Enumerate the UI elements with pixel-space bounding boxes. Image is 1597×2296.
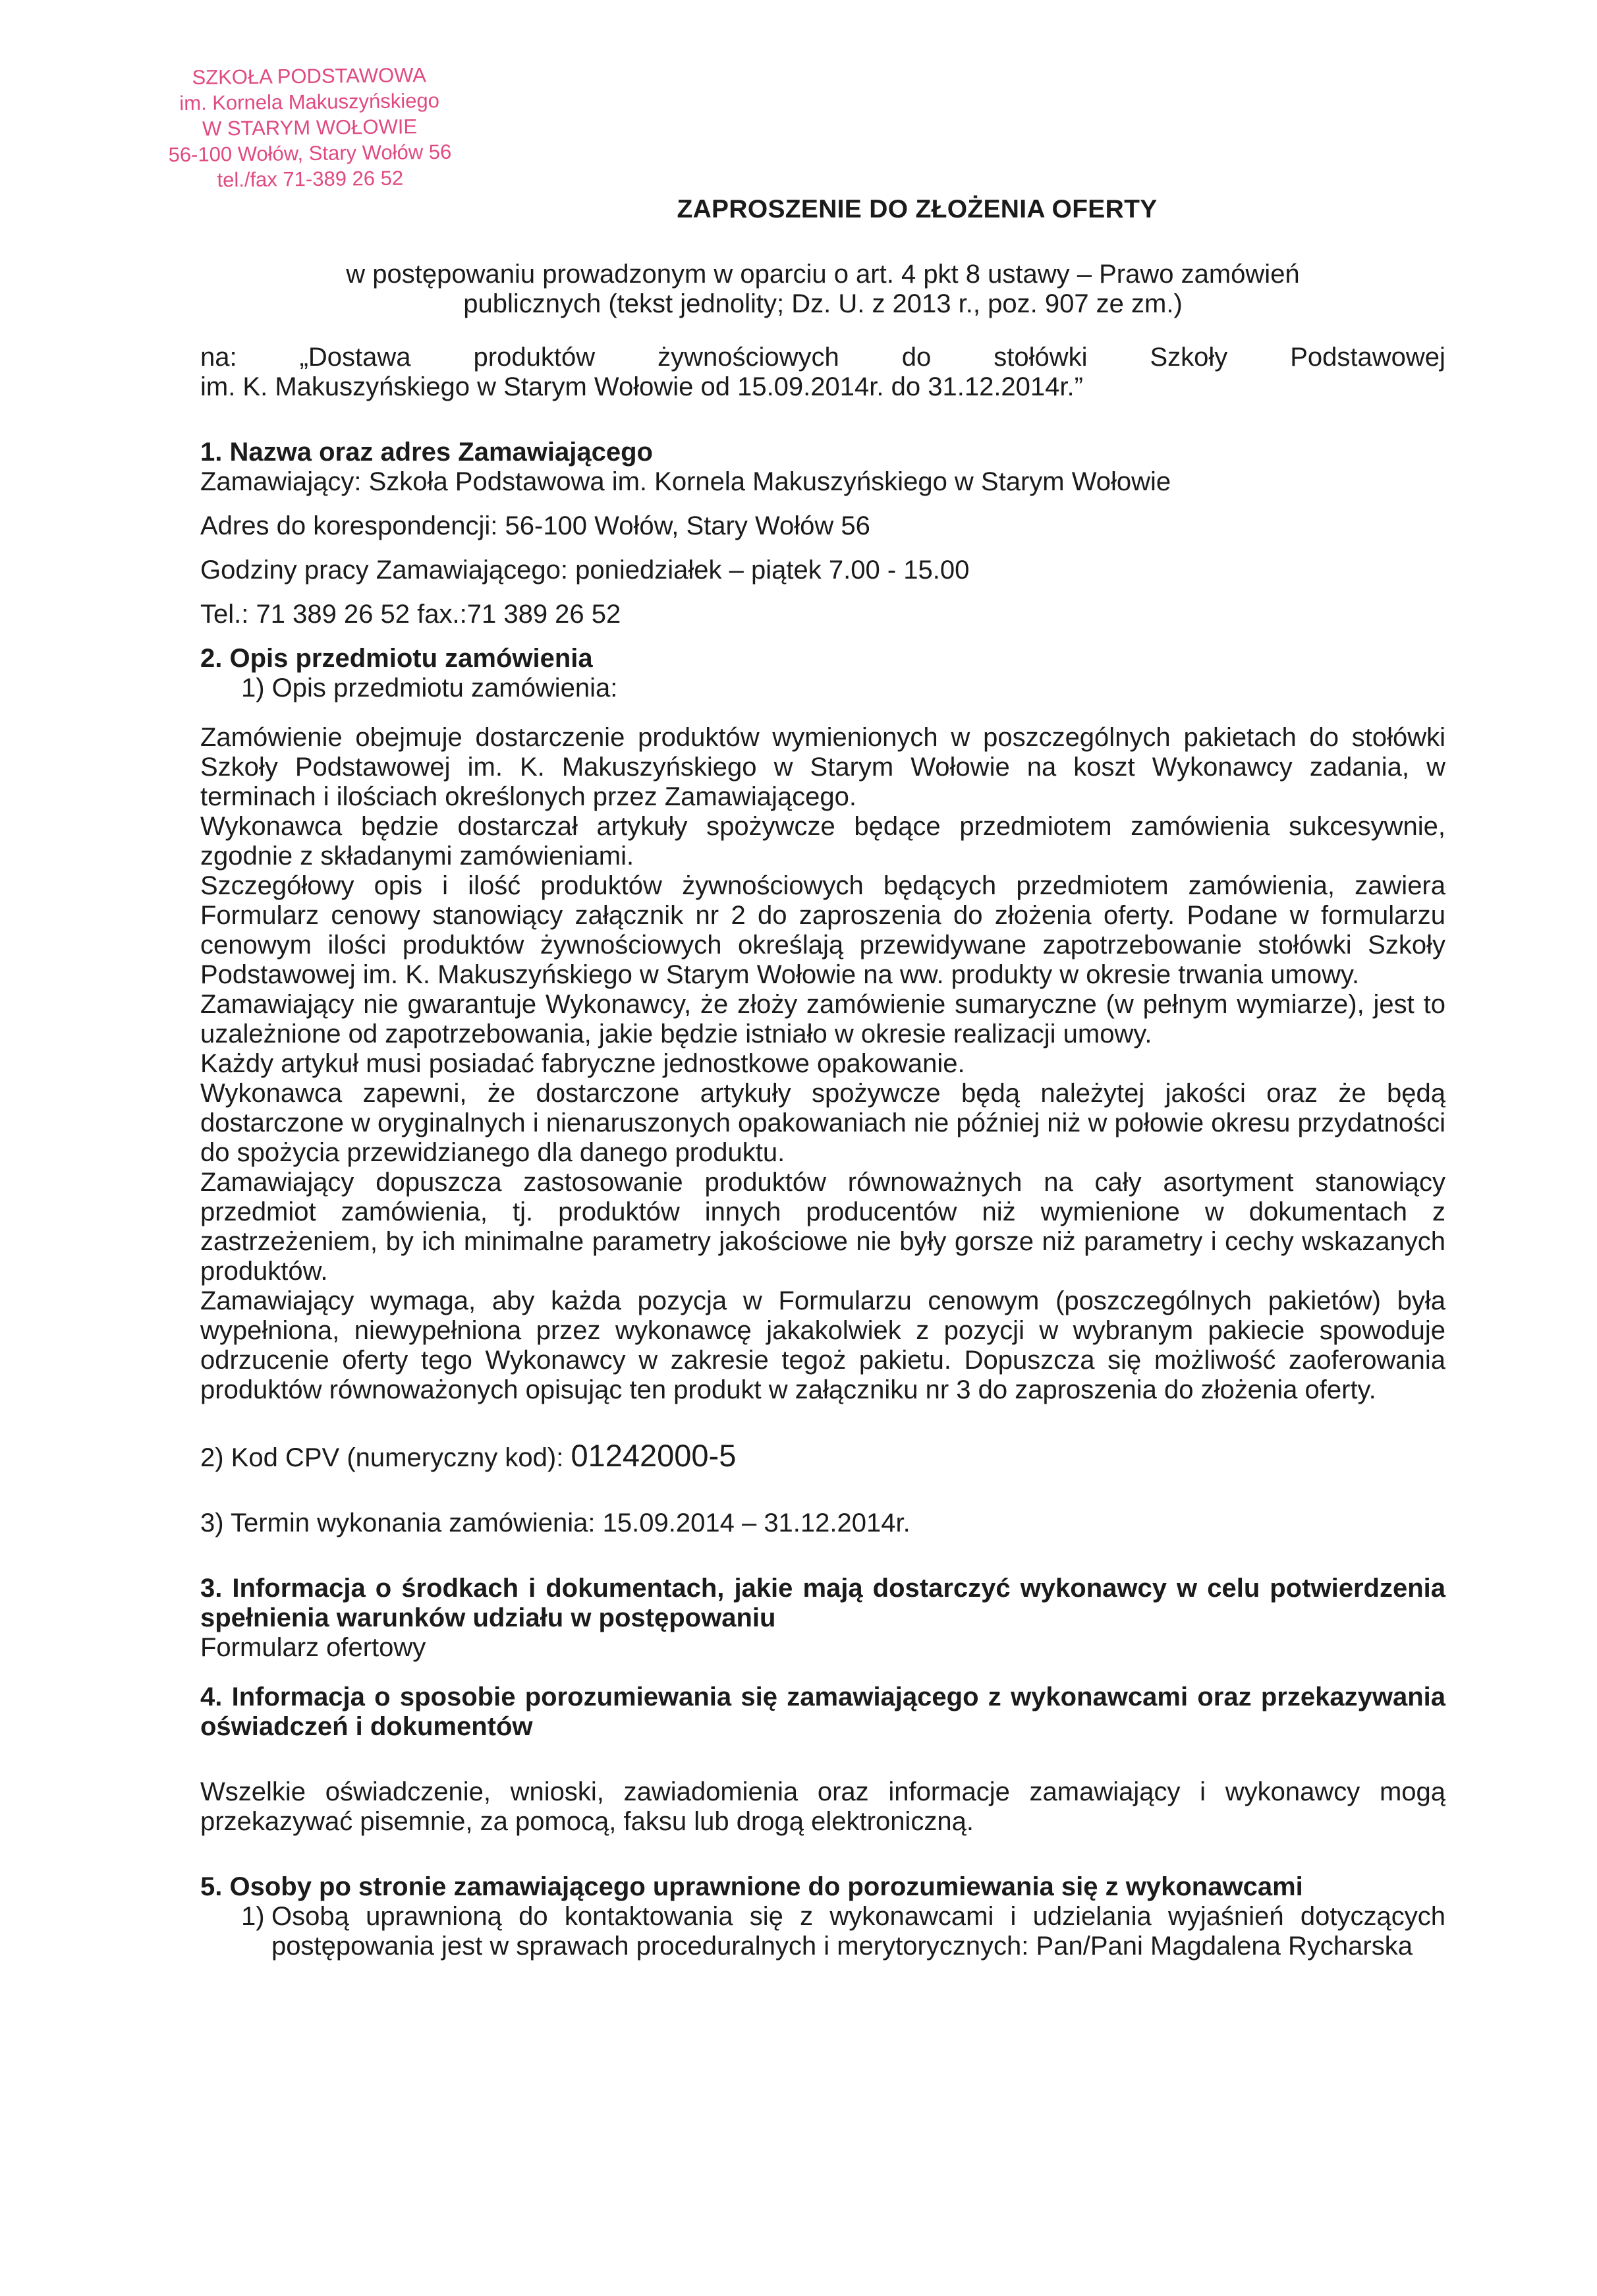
paragraph: Zamawiający wymaga, aby każda pozycja w Formularzu cenowym (poszczególnych pakietów) była wypełniona, niewypełniona przez wykonawcę jakakolwiek z pozycji w wybranym pakiecie spowoduje odrzucenie oferty tego Wykonawcy w zakresie tegoż pakietu. Dopuszcza się możliwość zaoferowania produktów równoważonych opisując ten produkt w załączniku nr 3 do zaproszenia do złożenia oferty. bbox=[200, 1286, 1445, 1404]
paragraph: Zamawiający dopuszcza zastosowanie produktów równoważnych na cały asortyment stanowiący przedmiot zamówienia, tj. produktów innych producentów niż wymienione w dokumentach z zastrzeżeniem, by ich minimalne parametry jakościowe nie były gorsze niż parametry i cechy wskazanych produktów. bbox=[200, 1168, 1445, 1286]
section-1-heading: 1. Nazwa oraz adres Zamawiającego bbox=[200, 438, 653, 467]
intro bbox=[200, 260, 1445, 319]
document-body bbox=[200, 260, 1445, 1961]
section-4-heading: 4. Informacja o sposobie porozumiewania się zamawiającego z wykonawcami oraz przekazywania oświadczeń i dokumentów bbox=[200, 1682, 1445, 1741]
subject-line-2: im. K. Makuszyńskiego w Starym Wołowie od 15.09.2014r. do 31.12.2014r.” bbox=[200, 372, 1083, 401]
phone-fax: Tel.: 71 389 26 52 fax.:71 389 26 52 bbox=[200, 600, 621, 629]
stamp-line: W STARYM WOŁOWIE bbox=[202, 115, 418, 140]
subject-word: stołówki bbox=[994, 343, 1088, 372]
paragraph: Zamówienie obejmuje dostarczenie produktów wymienionych w poszczególnych pakietach do stołówki Szkoły Podstawowej im. K. Makuszyńskiego w Starym Wołowie na koszt Wykonawcy zadania, w terminach i ilościach określonych przez Zamawiającego. bbox=[200, 723, 1445, 811]
school-stamp bbox=[125, 61, 495, 194]
section-2-subheading: 1) Opis przedmiotu zamówienia: bbox=[241, 674, 618, 703]
document-title: ZAPROSZENIE DO ZŁOŻENIA OFERTY bbox=[677, 195, 1158, 223]
section-3-heading: 3. Informacja o środkach i dokumentach, jakie mają dostarczyć wykonawcy w celu potwierdzenia spełnienia warunków udziału w postępowaniu bbox=[200, 1574, 1445, 1632]
list-item-number: 1) bbox=[241, 1902, 265, 1931]
subject-word: produktów bbox=[473, 343, 596, 372]
section-3-body: Formularz ofertowy bbox=[200, 1633, 426, 1662]
correspondence-address: Adres do korespondencji: 56-100 Wołów, Stary Wołów 56 bbox=[200, 511, 870, 540]
stamp-line: im. Kornela Makuszyńskiego bbox=[179, 88, 440, 115]
paragraph: Wykonawca zapewni, że dostarczone artykuły spożywcze będą należytej jakości oraz że będą dostarczone w oryginalnych i nienaruszonych opakowaniach nie później niż w połowie okresu przydatności do spożycia przewidzianego dla danego produktu. bbox=[200, 1079, 1445, 1167]
subject-word: „Dostawa bbox=[299, 343, 411, 372]
subject-word: do bbox=[901, 343, 932, 372]
list-item-text: Osobą uprawnioną do kontaktowania się z wykonawcami i udzielania wyjaśnień dotyczących postępowania jest w sprawach proceduralnych i merytorycznych: Pan/Pani Magdalena Rycharska bbox=[271, 1902, 1445, 1961]
subject-word: żywnościowych bbox=[658, 343, 839, 372]
paragraph: Każdy artykuł musi posiadać fabryczne jednostkowe opakowanie. bbox=[200, 1049, 965, 1078]
intro-line: publicznych (tekst jednolity; Dz. U. z 2013 r., poz. 907 ze zm.) bbox=[463, 289, 1183, 318]
stamp-line: 56-100 Wołów, Stary Wołów 56 bbox=[168, 140, 452, 167]
section-5-heading: 5. Osoby po stronie zamawiającego uprawnione do porozumiewania się z wykonawcami bbox=[200, 1872, 1303, 1901]
cpv-line bbox=[200, 1438, 1445, 1473]
subject-word: Podstawowej bbox=[1290, 343, 1445, 372]
contractor-name: Zamawiający: Szkoła Podstawowa im. Kornela Makuszyńskiego w Starym Wołowie bbox=[200, 467, 1171, 496]
working-hours: Godziny pracy Zamawiającego: poniedziałek – piątek 7.00 - 15.00 bbox=[200, 556, 970, 585]
subject-line-1 bbox=[200, 343, 1445, 372]
subject-word: Szkoły bbox=[1150, 343, 1228, 372]
subject bbox=[200, 343, 1445, 402]
intro-line: w postępowaniu prowadzonym w oparciu o art. 4 pkt 8 ustawy – Prawo zamówień bbox=[346, 260, 1300, 289]
completion-date: 3) Termin wykonania zamówienia: 15.09.2014 – 31.12.2014r. bbox=[200, 1508, 911, 1537]
subject-word: na: bbox=[200, 343, 237, 372]
stamp-line: SZKOŁA PODSTAWOWA bbox=[192, 63, 427, 89]
cpv-label: 2) Kod CPV (numeryczny kod): bbox=[200, 1443, 564, 1472]
paragraph: Zamawiający nie gwarantuje Wykonawcy, że złoży zamówienie sumaryczne (w pełnym wymiarze), jest to uzależnione od zapotrzebowania, jakie będzie istniało w okresie realizacji umowy. bbox=[200, 990, 1445, 1048]
cpv-code: 01242000-5 bbox=[571, 1438, 737, 1473]
paragraph: Wykonawca będzie dostarczał artykuły spożywcze będące przedmiotem zamówienia sukcesywnie, zgodnie z składanymi zamówieniami. bbox=[200, 812, 1445, 871]
section-4-body: Wszelkie oświadczenie, wnioski, zawiadomienia oraz informacje zamawiający i wykonawcy mogą przekazywać pisemnie, za pomocą, faksu lub drogą elektroniczną. bbox=[200, 1777, 1445, 1836]
list-item bbox=[200, 1902, 1445, 1961]
section-2-heading: 2. Opis przedmiotu zamówienia bbox=[200, 644, 593, 673]
paragraph: Szczegółowy opis i ilość produktów żywnościowych będących przedmiotem zamówienia, zawiera Formularz cenowy stanowiący załącznik nr 2 do zaproszenia do złożenia oferty. Podane w formularzu cenowym ilości produktów żywnościowych określają przewidywane zapotrzebowanie stołówki Szkoły Podstawowej im. K. Makuszyńskiego w Starym Wołowie na ww. produkty w okresie trwania umowy. bbox=[200, 871, 1445, 989]
stamp-line: tel./fax 71-389 26 52 bbox=[217, 166, 404, 192]
section-2-description bbox=[200, 723, 1445, 1405]
